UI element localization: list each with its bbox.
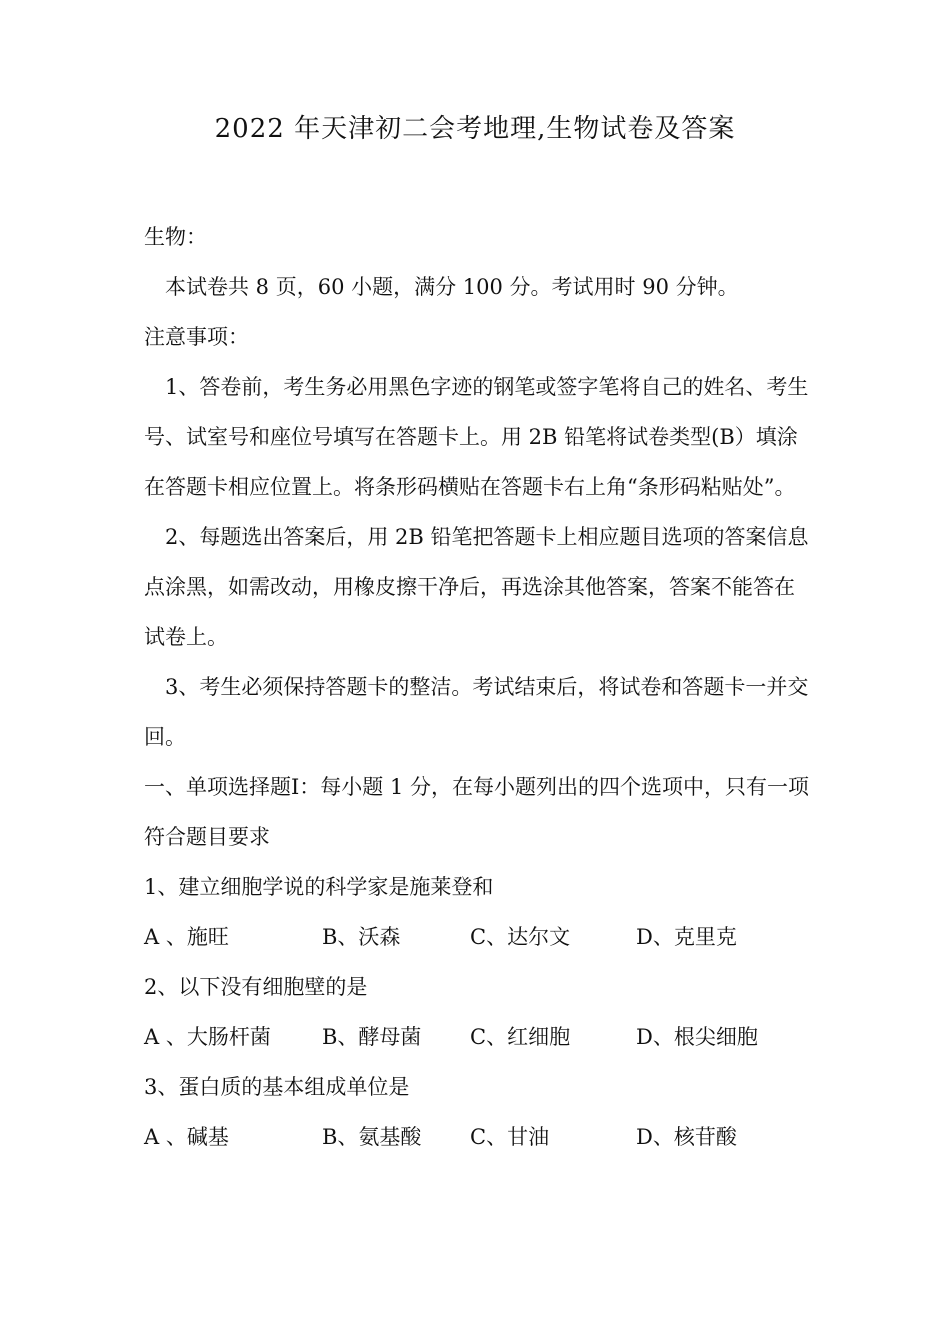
- option-d: D、根尖细胞: [636, 1025, 758, 1049]
- option-c: C、达尔文: [470, 925, 571, 949]
- option-a: A 、大肠杆菌: [144, 1025, 271, 1049]
- question-stem-1: 1、建立细胞学说的科学家是施莱登和: [144, 875, 494, 899]
- notice-item-1: 1、答卷前，考生务必用黑色字迹的钢笔或签字笔将自己的姓名、考生号、试室号和座位号填写在答题卡上。用 2B 铅笔将试卷类型(B）填涂在答题卡相应位置上。将条形码横贴在答题卡右上角“条形码粘贴处”。: [144, 375, 809, 499]
- notice-item-3: 3、考生必须保持答题卡的整洁。考试结束后，将试卷和答题卡一并交回。: [144, 675, 809, 749]
- document-body: [144, 212, 812, 1162]
- question-stem-3: 3、蛋白质的基本组成单位是: [144, 1075, 410, 1099]
- section-label: 生物：: [144, 225, 207, 249]
- question-options-2: [144, 1012, 812, 1062]
- notice-item-2: 2、每题选出答案后，用 2B 铅笔把答题卡上相应题目选项的答案信息点涂黑，如需改动，用橡皮擦干净后，再选涂其他答案，答案不能答在试卷上。: [144, 525, 809, 649]
- notice-heading: 注意事项：: [144, 325, 249, 349]
- option-a: A 、碱基: [144, 1125, 229, 1149]
- option-d: D、核苷酸: [636, 1125, 737, 1149]
- option-c: C、甘油: [470, 1125, 550, 1149]
- option-a: A 、施旺: [144, 925, 229, 949]
- part1-heading: 一、单项选择题Ⅰ：每小题 1 分，在每小题列出的四个选项中，只有一项符合题目要求: [144, 775, 810, 849]
- question-options-1: [144, 912, 812, 962]
- exam-intro: 本试卷共 8 页，60 小题，满分 100 分。考试用时 90 分钟。: [165, 275, 739, 299]
- question-options-3: [144, 1112, 812, 1162]
- option-b: B、氨基酸: [322, 1125, 422, 1149]
- option-c: C、红细胞: [470, 1025, 571, 1049]
- option-d: D、克里克: [636, 925, 737, 949]
- question-stem-2: 2、以下没有细胞壁的是: [144, 975, 368, 999]
- option-b: B、酵母菌: [322, 1025, 422, 1049]
- document-title: 2022 年天津初二会考地理,生物试卷及答案: [214, 114, 736, 144]
- option-b: B、沃森: [322, 925, 401, 949]
